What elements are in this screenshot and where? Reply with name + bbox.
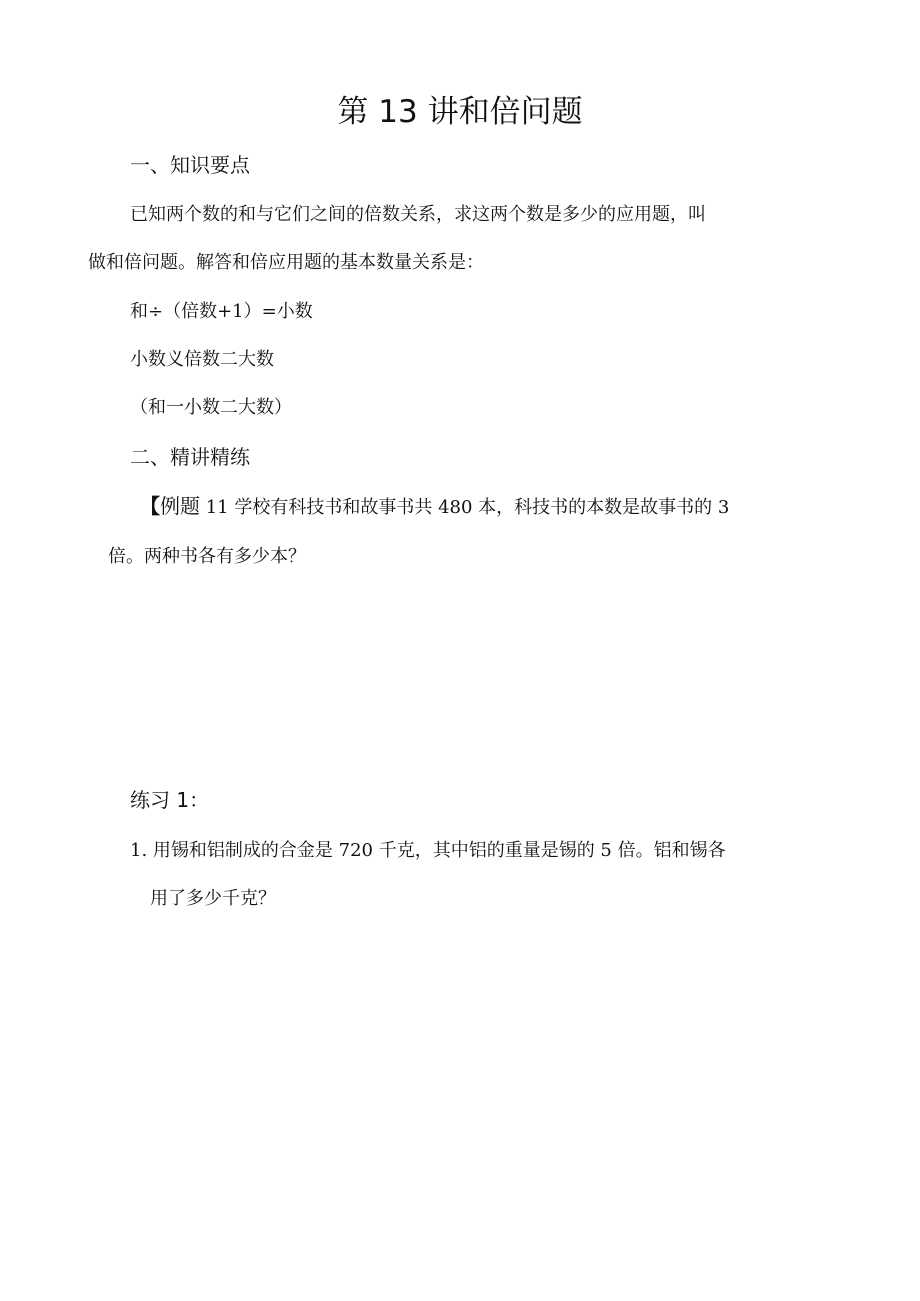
example-line-2: 倍。两种书各有多少本？	[108, 546, 306, 567]
example-line-1	[140, 494, 729, 520]
practice-item-1-line-1: 1. 用锡和铝制成的合金是 720 千克，其中铝的重量是锡的 5 倍。铝和锡各	[130, 840, 726, 861]
intro-paragraph-line-2: 做和倍问题。解答和倍应用题的基本数量关系是：	[88, 252, 484, 273]
example-text-line-1: 11 学校有科技书和故事书共 480 本，科技书的本数是故事书的 3	[200, 497, 730, 518]
section-heading-practice: 二、精讲精练	[130, 445, 250, 469]
formula-small-number: 和÷（倍数+1）=小数	[130, 301, 313, 322]
example-label: 例题	[160, 494, 200, 518]
formula-large-number: 小数义倍数二大数	[130, 349, 274, 370]
formula-alternative: （和一小数二大数）	[130, 397, 292, 418]
example-bracket: 【	[140, 494, 160, 518]
page-title: 第 13 讲和倍问题	[337, 94, 583, 130]
intro-paragraph-line-1: 已知两个数的和与它们之间的倍数关系，求这两个数是多少的应用题，叫	[130, 204, 706, 225]
practice-item-1-line-2: 用了多少千克？	[150, 888, 276, 909]
practice-heading: 练习 1：	[130, 788, 210, 812]
section-heading-knowledge-points: 一、知识要点	[130, 153, 250, 177]
